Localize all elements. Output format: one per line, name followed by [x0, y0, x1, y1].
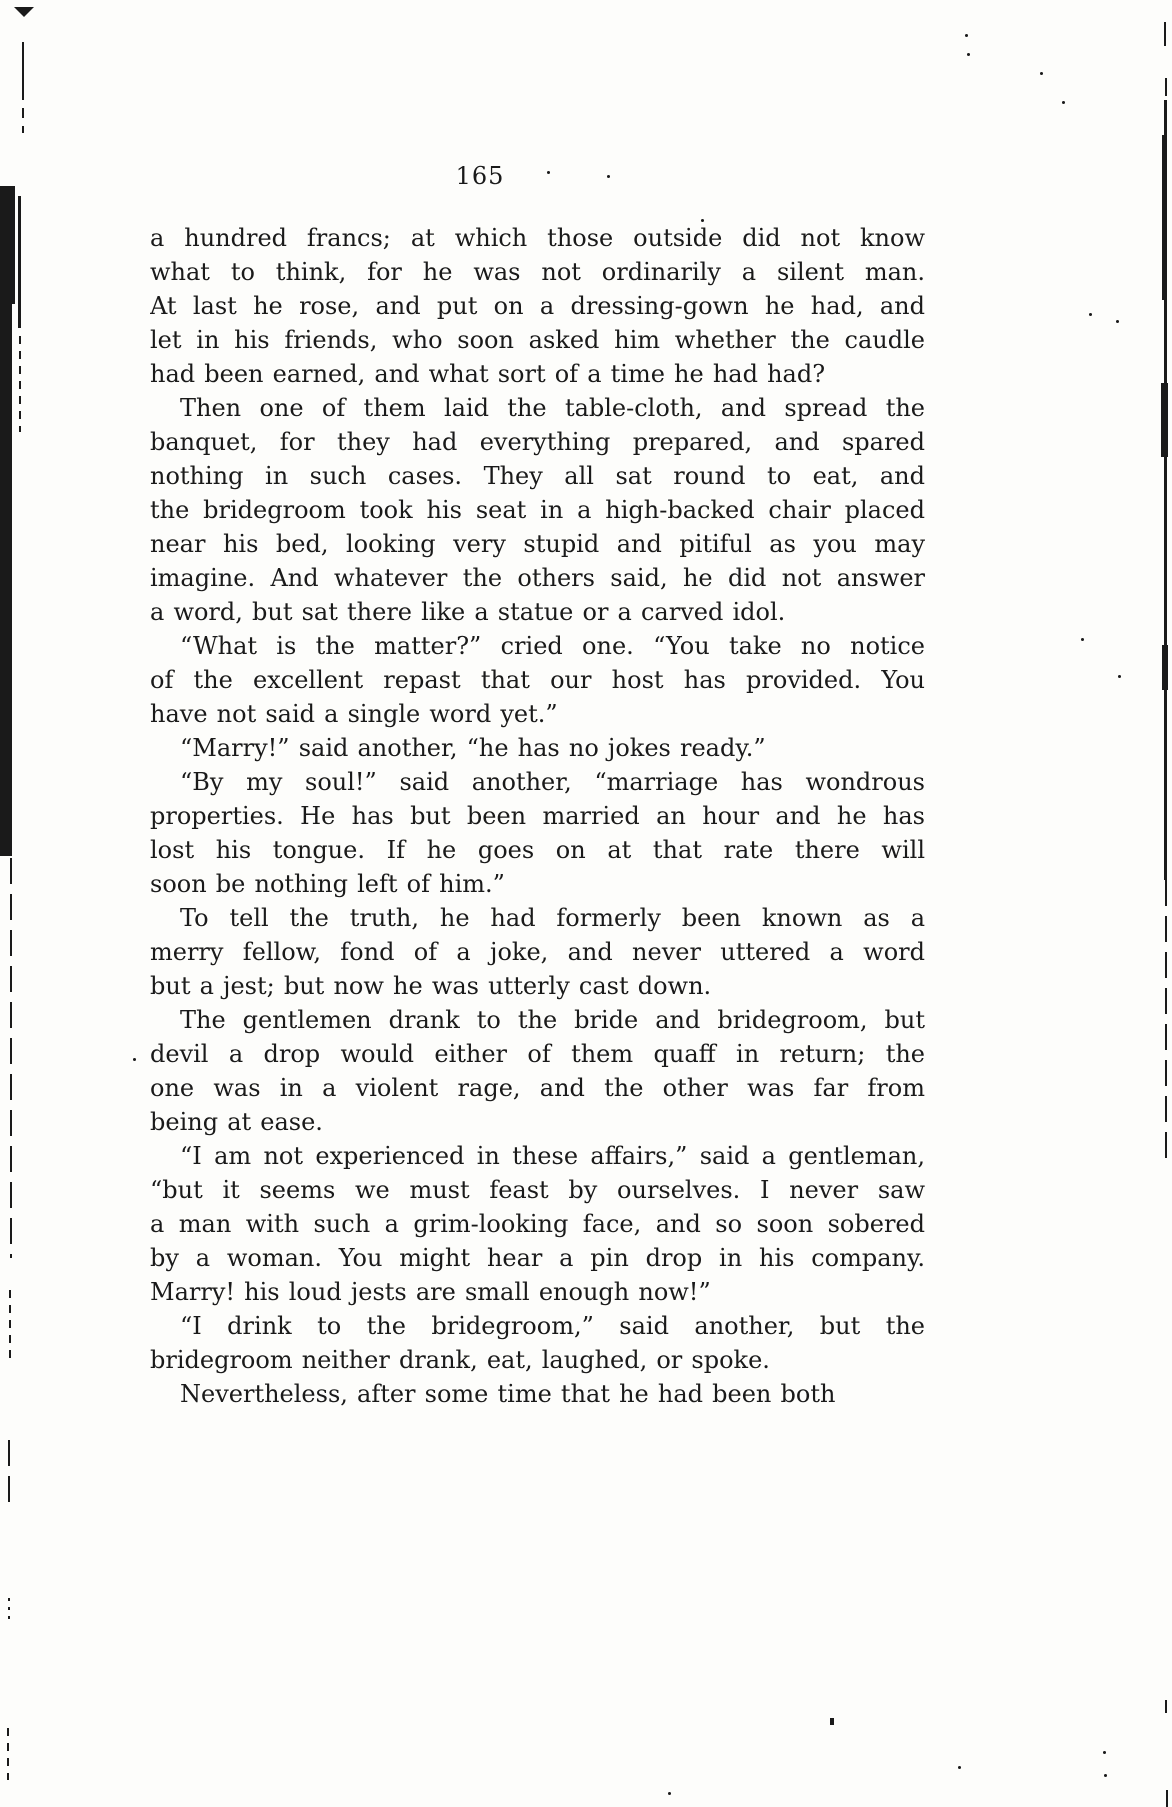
text-line: a man with such a grim-looking face, and so soon sobered [150, 1210, 925, 1238]
scan-speck [1081, 638, 1084, 641]
scan-speck [547, 171, 550, 174]
text-line: Nevertheless, after some time that he had been both [180, 1380, 836, 1408]
text-line: “Marry!” said another, “he has no jokes ready.” [180, 734, 766, 762]
scan-mark-left-dashes [7, 1728, 9, 1780]
scan-mark-bottom-dash [830, 1718, 834, 1725]
text-line: To tell the truth, he had formerly been known as a [180, 904, 925, 932]
text-line: merry fellow, fond of a joke, and never uttered a word [150, 938, 925, 966]
scan-speck [133, 1058, 136, 1061]
paragraph [150, 629, 925, 731]
scan-speck [1089, 313, 1092, 316]
scan-mark-left-companion-dashes [19, 336, 21, 432]
paragraph [150, 391, 925, 629]
text-line: a hundred francs; at which those outside did not know [150, 224, 925, 252]
scan-mark-right-bottom-dash [1166, 1790, 1168, 1807]
text-line: of the excellent repast that our host has provided. You [150, 666, 925, 694]
scan-mark-left-companion-line [18, 196, 21, 328]
scan-speck [701, 219, 704, 222]
text-line: one was in a violent rage, and the other was far from [150, 1074, 925, 1102]
scan-speck [1116, 320, 1119, 323]
scan-mark-left-dash [22, 108, 24, 118]
text-line: soon be nothing left of him.” [150, 870, 505, 898]
text-line: devil a drop would either of them quaff in return; the [150, 1040, 925, 1068]
text-line: At last he rose, and put on a dressing-gown he had, and [150, 292, 925, 320]
scan-speck [958, 1766, 961, 1769]
scan-mark-right-thick [1161, 383, 1168, 457]
text-line: what to think, for he was not ordinarily a silent man. [150, 258, 925, 286]
scan-mark-left-top-line [22, 42, 24, 100]
scan-mark-left-lower-line [10, 858, 12, 1258]
scan-mark-left-dash [22, 126, 24, 133]
paragraph [150, 1309, 925, 1377]
scan-mark-right-bottom-dash [1165, 1700, 1167, 1713]
text-line: nothing in such cases. They all sat round to eat, and [150, 462, 925, 490]
scan-mark-right-thick [1162, 645, 1168, 690]
text-line: being at ease. [150, 1108, 323, 1136]
text-line: “but it seems we must feast by ourselves. I never saw [150, 1176, 925, 1204]
text-line: imagine. And whatever the others said, he did not answer [150, 564, 925, 592]
paragraph [150, 731, 925, 765]
scan-mark-left-strip [0, 300, 12, 856]
scan-mark-left-dashes [9, 1290, 11, 1360]
text-line: had been earned, and what sort of a time he had had? [150, 360, 826, 388]
text-line: lost his tongue. If he goes on at that rate there will [150, 836, 925, 864]
paragraph [150, 765, 925, 901]
scan-speck [668, 1792, 671, 1795]
text-line: properties. He has but been married an hour and he has [150, 802, 925, 830]
paragraph [150, 1377, 925, 1411]
paragraph [150, 221, 925, 391]
scan-mark-left-dashes [8, 1440, 10, 1512]
text-line: “I drink to the bridegroom,” said another, but the [180, 1312, 925, 1340]
text-line: bridegroom neither drank, eat, laughed, or spoke. [150, 1346, 770, 1374]
text-line: Then one of them laid the table-cloth, and spread the [180, 394, 925, 422]
scan-speck [965, 34, 968, 37]
text-line: let in his friends, who soon asked him whether the caudle [150, 326, 925, 354]
scan-speck [607, 175, 610, 178]
text-line: The gentlemen drank to the bride and bridegroom, but [180, 1006, 925, 1034]
scan-speck [1062, 101, 1065, 104]
scan-speck [1118, 675, 1121, 678]
page-number: 165 [455, 162, 505, 190]
text-line: a word, but sat there like a statue or a carved idol. [150, 598, 786, 626]
scan-speck [1040, 72, 1043, 75]
paragraph [150, 901, 925, 1003]
scan-mark-right-dash [1165, 78, 1167, 96]
scan-mark-triangle-icon [14, 7, 34, 17]
text-line: “By my soul!” said another, “marriage has wondrous [180, 768, 925, 796]
text-line: by a woman. You might hear a pin drop in his company. [150, 1244, 925, 1272]
text-line: banquet, for they had everything prepared, and spared [150, 428, 925, 456]
text-line: “I am not experienced in these affairs,” said a gentleman, [180, 1142, 925, 1170]
paragraph [150, 1139, 925, 1309]
page-text [150, 221, 925, 1411]
scan-mark-left-dots [8, 1598, 10, 1622]
scan-mark-right-thick [1162, 135, 1167, 300]
text-line: near his bed, looking very stupid and pitiful as you may [150, 530, 925, 558]
scan-speck [967, 53, 970, 56]
scan-speck [1104, 1774, 1107, 1777]
scan-speck [1103, 1751, 1106, 1754]
scan-mark-right-top-line [1164, 22, 1166, 46]
text-line: “What is the matter?” cried one. “You take no notice [180, 632, 925, 660]
scan-mark-left-blob [0, 186, 15, 304]
text-line: have not said a single word yet.” [150, 700, 558, 728]
text-line: the bridegroom took his seat in a high-backed chair placed [150, 496, 925, 524]
paragraph [150, 1003, 925, 1139]
text-line: Marry! his loud jests are small enough now!” [150, 1278, 711, 1306]
text-line: but a jest; but now he was utterly cast down. [150, 972, 712, 1000]
scan-mark-right-lower-line [1165, 880, 1167, 1165]
